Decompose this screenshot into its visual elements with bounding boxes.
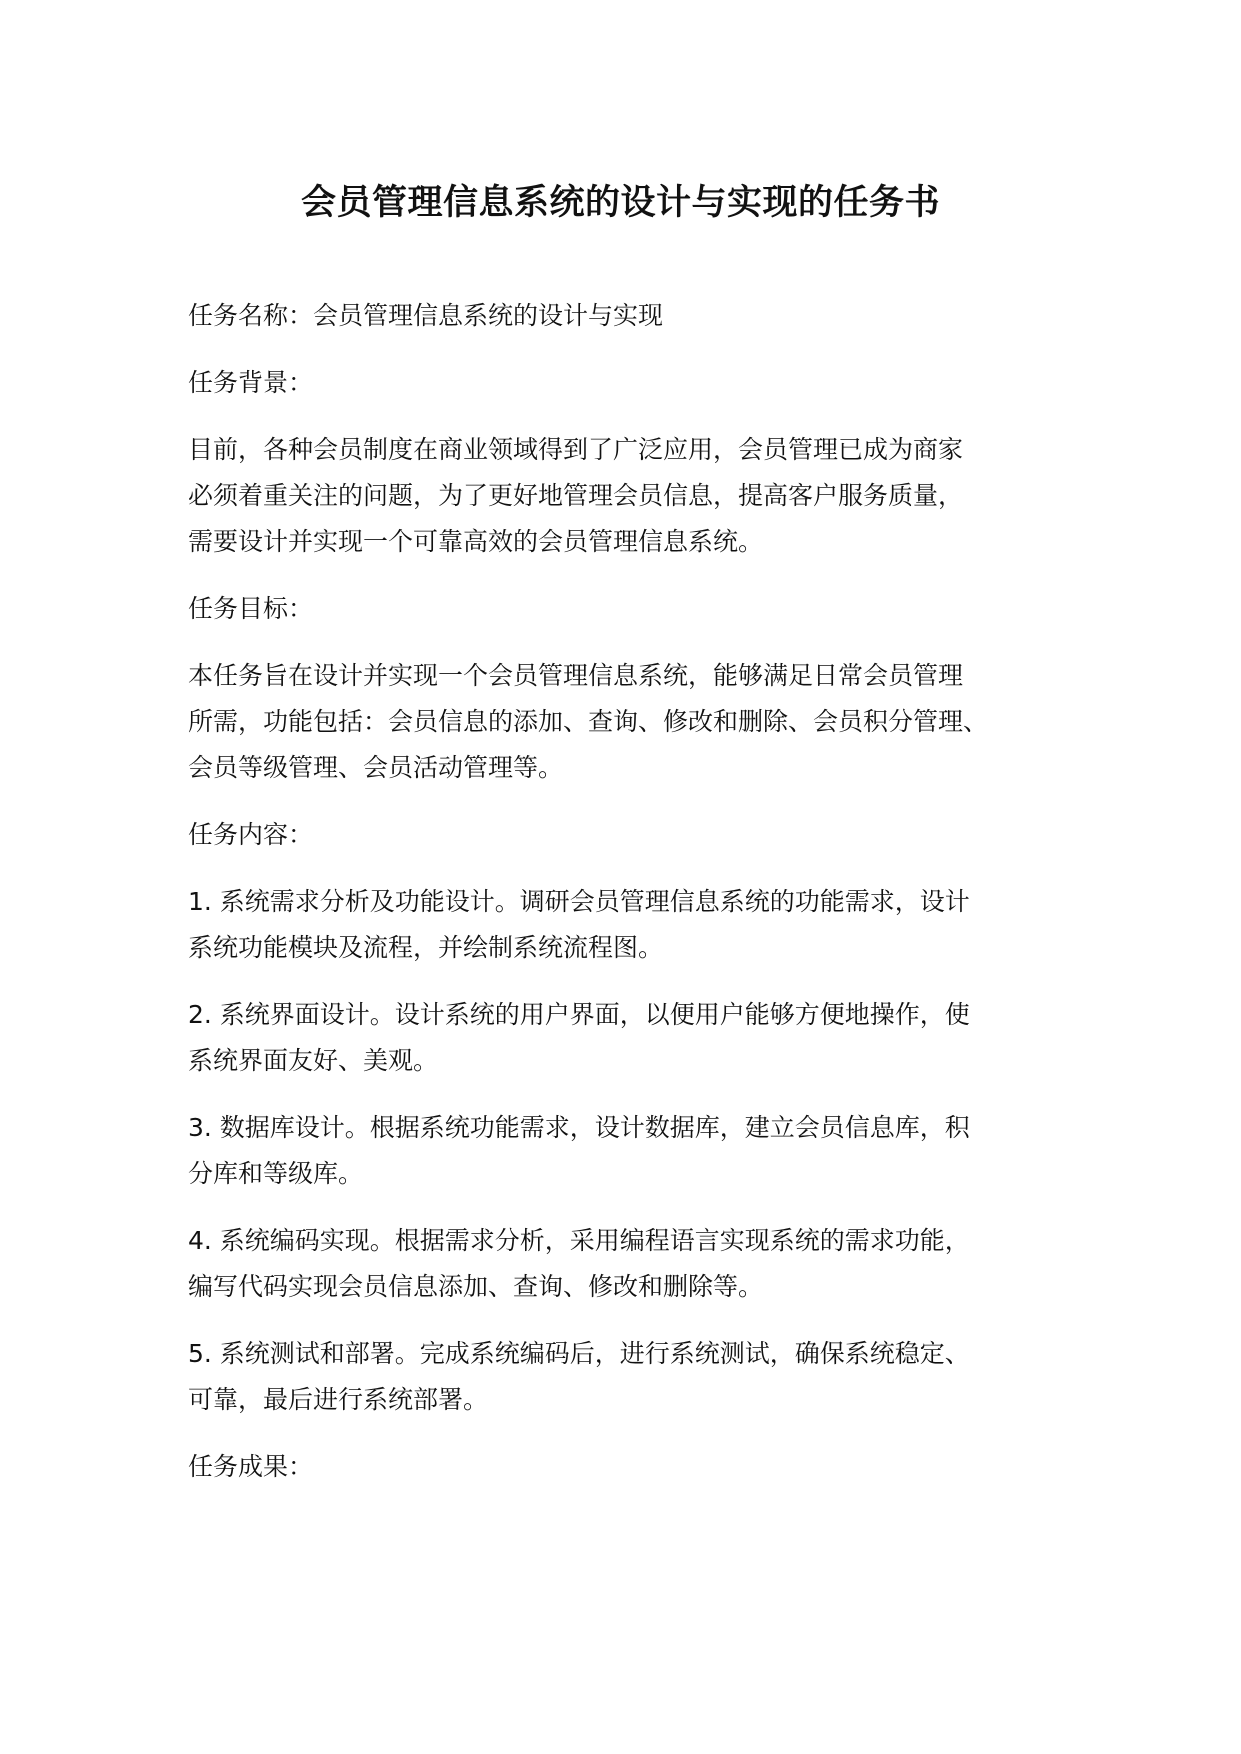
paragraph-line: 分库和等级库。 bbox=[188, 1159, 364, 1188]
paragraph-line: 系统功能模块及流程，并绘制系统流程图。 bbox=[188, 933, 664, 962]
paragraph-line: 编写代码实现会员信息添加、查询、修改和删除等。 bbox=[188, 1272, 764, 1301]
paragraph-line: 可靠，最后进行系统部署。 bbox=[188, 1385, 489, 1414]
content-item bbox=[188, 1331, 1088, 1423]
content-item bbox=[188, 879, 1088, 971]
goal-heading: 任务目标： bbox=[188, 594, 314, 623]
paragraph-line: 4. 系统编码实现。根据需求分析，采用编程语言实现系统的需求功能， bbox=[188, 1226, 970, 1255]
paragraph-line: 系统界面友好、美观。 bbox=[188, 1046, 439, 1075]
content-item bbox=[188, 1218, 1088, 1310]
result-heading: 任务成果： bbox=[188, 1452, 314, 1481]
paragraph-line: 5. 系统测试和部署。完成系统编码后，进行系统测试，确保系统稳定、 bbox=[188, 1339, 970, 1368]
background-paragraph bbox=[188, 427, 1088, 565]
paragraph-line: 2. 系统界面设计。设计系统的用户界面，以便用户能够方便地操作，使 bbox=[188, 1000, 970, 1029]
paragraph-line: 必须着重关注的问题，为了更好地管理会员信息，提高客户服务质量， bbox=[188, 481, 964, 510]
paragraph-line: 1. 系统需求分析及功能设计。调研会员管理信息系统的功能需求，设计 bbox=[188, 887, 970, 916]
paragraph-line: 所需，功能包括：会员信息的添加、查询、修改和删除、会员积分管理、 bbox=[188, 707, 989, 736]
paragraph-line: 需要设计并实现一个可靠高效的会员管理信息系统。 bbox=[188, 527, 764, 556]
task-name: 任务名称：会员管理信息系统的设计与实现 bbox=[188, 301, 664, 330]
content-heading: 任务内容： bbox=[188, 820, 314, 849]
content-item bbox=[188, 1105, 1088, 1197]
paragraph-line: 会员等级管理、会员活动管理等。 bbox=[188, 753, 564, 782]
document-title: 会员管理信息系统的设计与实现的任务书 bbox=[300, 183, 940, 223]
document-body bbox=[188, 293, 1088, 1511]
goal-paragraph bbox=[188, 653, 1088, 791]
paragraph-line: 目前，各种会员制度在商业领域得到了广泛应用，会员管理已成为商家 bbox=[188, 435, 964, 464]
content-item bbox=[188, 992, 1088, 1084]
paragraph-line: 3. 数据库设计。根据系统功能需求，设计数据库，建立会员信息库，积 bbox=[188, 1113, 970, 1142]
paragraph-line: 本任务旨在设计并实现一个会员管理信息系统，能够满足日常会员管理 bbox=[188, 661, 964, 690]
background-heading: 任务背景： bbox=[188, 368, 314, 397]
